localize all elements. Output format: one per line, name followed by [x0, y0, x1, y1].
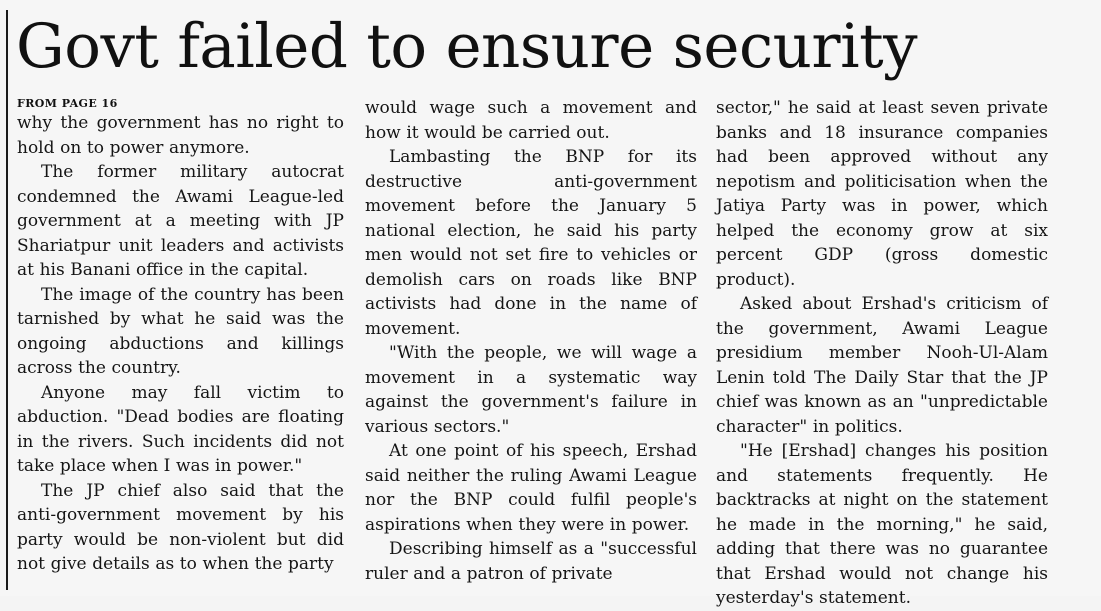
paragraph: Anyone may fall victim to abduction. "Dead bodies are floating in the rivers. Such incidents did not take place when I was in power." [17, 382, 344, 476]
paragraph: The JP chief also said that the anti-government movement by his party would be non-violent but did not give details as to when the party [17, 480, 344, 574]
paragraph: sector," he said at least seven private banks and 18 insurance companies had been approved without any nepotism and politicisation when the Jatiya Party was in power, which helped the economy grow at six percent GDP (gross domestic product). [716, 98, 1048, 290]
article-column-3 [716, 96, 1048, 611]
paragraph: "He [Ershad] changes his position and statements frequently. He backtracks at night on the statement he made in the morning," he said, adding that there was no guarantee that Ershad would not change his yesterday's statement. [716, 441, 1048, 608]
paragraph: The image of the country has been tarnished by what he said was the ongoing abductions and killings across the country. [17, 284, 344, 378]
paragraph: would wage such a movement and how it would be carried out. [365, 98, 697, 143]
article-column-1 [17, 96, 344, 577]
paragraph: Describing himself as a "successful ruler and a patron of private [365, 539, 697, 584]
paragraph: Asked about Ershad's criticism of the government, Awami League presidium member Nooh-Ul-Alam Lenin told The Daily Star that the JP chief was known as an "unpredictable character" in politics. [716, 294, 1048, 437]
jump-label: FROM PAGE 16 [17, 97, 118, 110]
paragraph: The former military autocrat condemned the Awami League-led government at a meeting with JP Shariatpur unit leaders and activists at his Banani office in the capital. [17, 162, 344, 280]
article-column-2 [365, 96, 697, 586]
headline: Govt failed to ensure security [16, 11, 918, 82]
paragraph: Lambasting the BNP for its destructive anti-government movement before the January 5 national election, he said his party men would not set fire to vehicles or demolish cars on roads like BNP activists had done in the name of movement. [365, 147, 697, 339]
column-rule [6, 10, 8, 590]
paragraph: At one point of his speech, Ershad said neither the ruling Awami League nor the BNP could fulfil people's aspirations when they were in power. [365, 441, 697, 535]
paragraph: why the government has no right to hold on to power anymore. [17, 113, 344, 158]
paragraph: "With the people, we will wage a movement in a systematic way against the government's failure in various sectors." [365, 343, 697, 437]
